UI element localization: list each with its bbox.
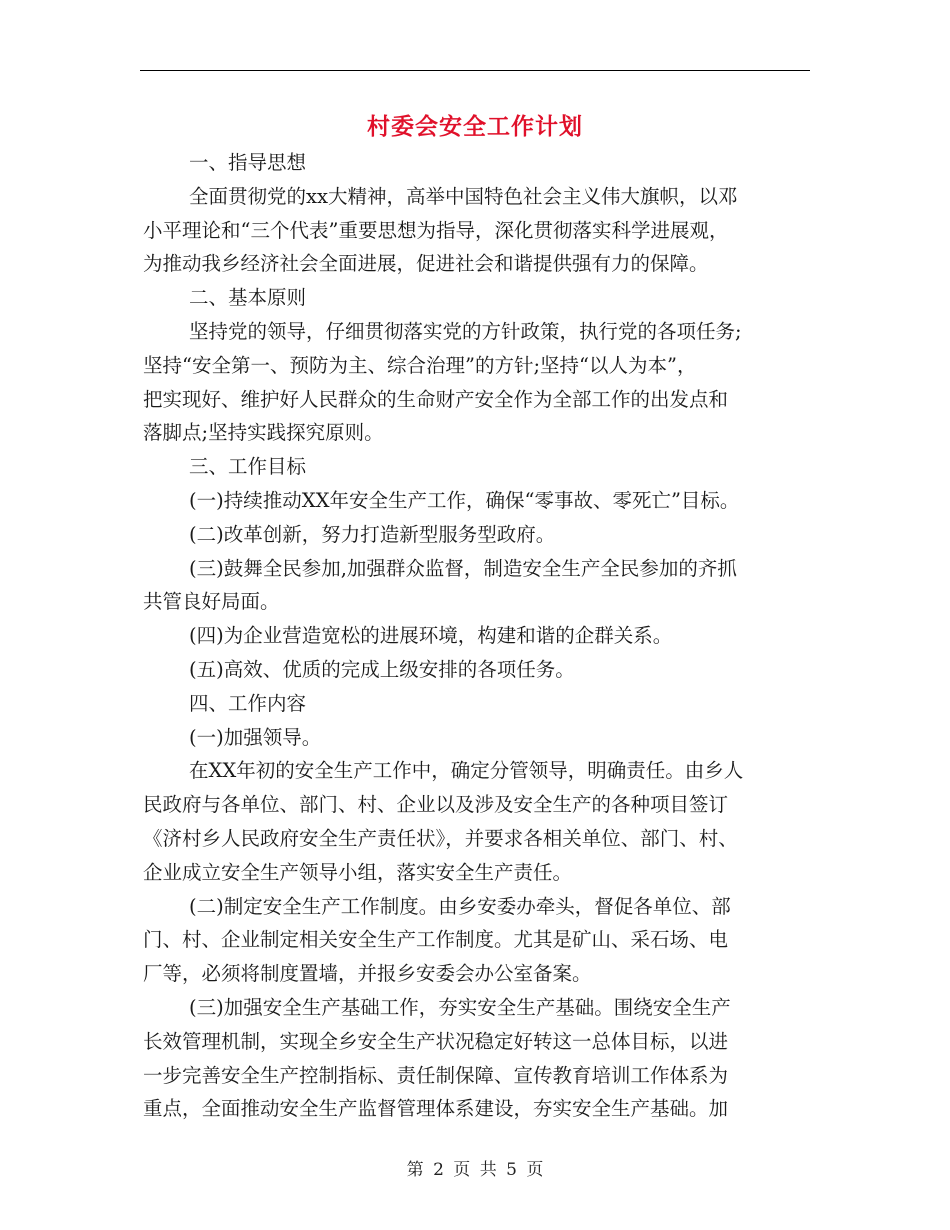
paragraph-line: (二)改革创新，努力打造新型服务型政府。 <box>189 522 556 546</box>
paragraph-line: 坚持党的领导，仔细贯彻落实党的方针政策，执行党的各项任务; <box>189 319 742 343</box>
paragraph <box>143 281 823 315</box>
paragraph-line: 《济村乡人民政府安全生产责任状》，并要求各相关单位、部门、村、 <box>143 826 738 850</box>
paragraph-line: 把实现好、维护好人民群众的生命财产安全作为全部工作的出发点和 <box>143 387 729 411</box>
paragraph-line: (一)持续推动XX年安全生产工作，确保“零事故、零死亡”目标。 <box>189 488 740 512</box>
paragraph-line: 一步完善安全生产控制指标、责任制保障、宣传教育培训工作体系为 <box>143 1063 729 1087</box>
paragraph-line: 厂等，必须将制度置墙，并报乡安委会办公室备案。 <box>143 962 592 986</box>
paragraph <box>143 484 823 518</box>
paragraph-line: 长效管理机制，实现全乡安全生产状况稳定好转这一总体目标，以进 <box>143 1029 729 1053</box>
paragraph <box>143 552 823 620</box>
paragraph-line: 三、工作目标 <box>189 455 307 479</box>
header-rule <box>140 70 810 71</box>
paragraph <box>143 991 823 1126</box>
paragraph <box>143 721 823 755</box>
paragraph-line: 共管良好局面。 <box>143 590 280 614</box>
document-body <box>143 146 823 1126</box>
paragraph-line: 企业成立安全生产领导小组，落实安全生产责任。 <box>143 860 573 884</box>
document-title: 村委会安全工作计划 <box>367 113 583 140</box>
paragraph-line: (三)加强安全生产基础工作，夯实安全生产基础。围绕安全生产 <box>189 995 731 1019</box>
paragraph <box>143 619 823 653</box>
paragraph <box>143 450 823 484</box>
paragraph-line: (五)高效、优质的完成上级安排的各项任务。 <box>189 657 575 681</box>
paragraph-line: (三)鼓舞全民参加,加强群众监督，制造安全生产全民参加的齐抓 <box>189 556 737 580</box>
paragraph <box>143 315 823 450</box>
paragraph-line: 重点，全面推动安全生产监督管理体系建设，夯实安全生产基础。加 <box>143 1097 729 1121</box>
paragraph-line: (一)加强领导。 <box>189 725 322 749</box>
paragraph <box>143 754 823 889</box>
paragraph-line: 为推动我乡经济社会全面进展，促进社会和谐提供强有力的保障。 <box>143 252 709 276</box>
paragraph-line: (四)为企业营造宽松的进展环境，构建和谐的企群关系。 <box>189 624 673 648</box>
paragraph-line: 一、指导思想 <box>189 151 307 174</box>
paragraph <box>143 518 823 552</box>
paragraph <box>143 180 823 281</box>
paragraph-line: 二、基本原则 <box>189 286 307 310</box>
paragraph <box>143 890 823 991</box>
paragraph-line: 坚持“安全第一、预防为主、综合治理”的方针;坚持“以人为本”， <box>143 353 697 377</box>
paragraph <box>143 146 823 180</box>
paragraph-line: 小平理论和“三个代表”重要思想为指导，深化贯彻落实科学进展观， <box>143 218 729 242</box>
paragraph <box>143 687 823 721</box>
paragraph-line: 落脚点;坚持实践探究原则。 <box>143 421 384 445</box>
paragraph-line: 门、村、企业制定相关安全生产工作制度。尤其是矿山、采石场、电 <box>143 928 729 952</box>
paragraph-line: 四、工作内容 <box>189 691 307 715</box>
paragraph-line: (二)制定安全生产工作制度。由乡安委办牵头，督促各单位、部 <box>189 894 731 918</box>
paragraph-line: 民政府与各单位、部门、村、企业以及涉及安全生产的各种项目签订 <box>143 793 729 817</box>
page-number: 第 2 页 共 5 页 <box>406 1160 544 1180</box>
paragraph-line: 在XX年初的安全生产工作中，确定分管领导，明确责任。由乡人 <box>189 759 744 783</box>
paragraph <box>143 653 823 687</box>
paragraph-line: 全面贯彻党的xx大精神，高举中国特色社会主义伟大旗帜，以邓 <box>189 184 738 208</box>
